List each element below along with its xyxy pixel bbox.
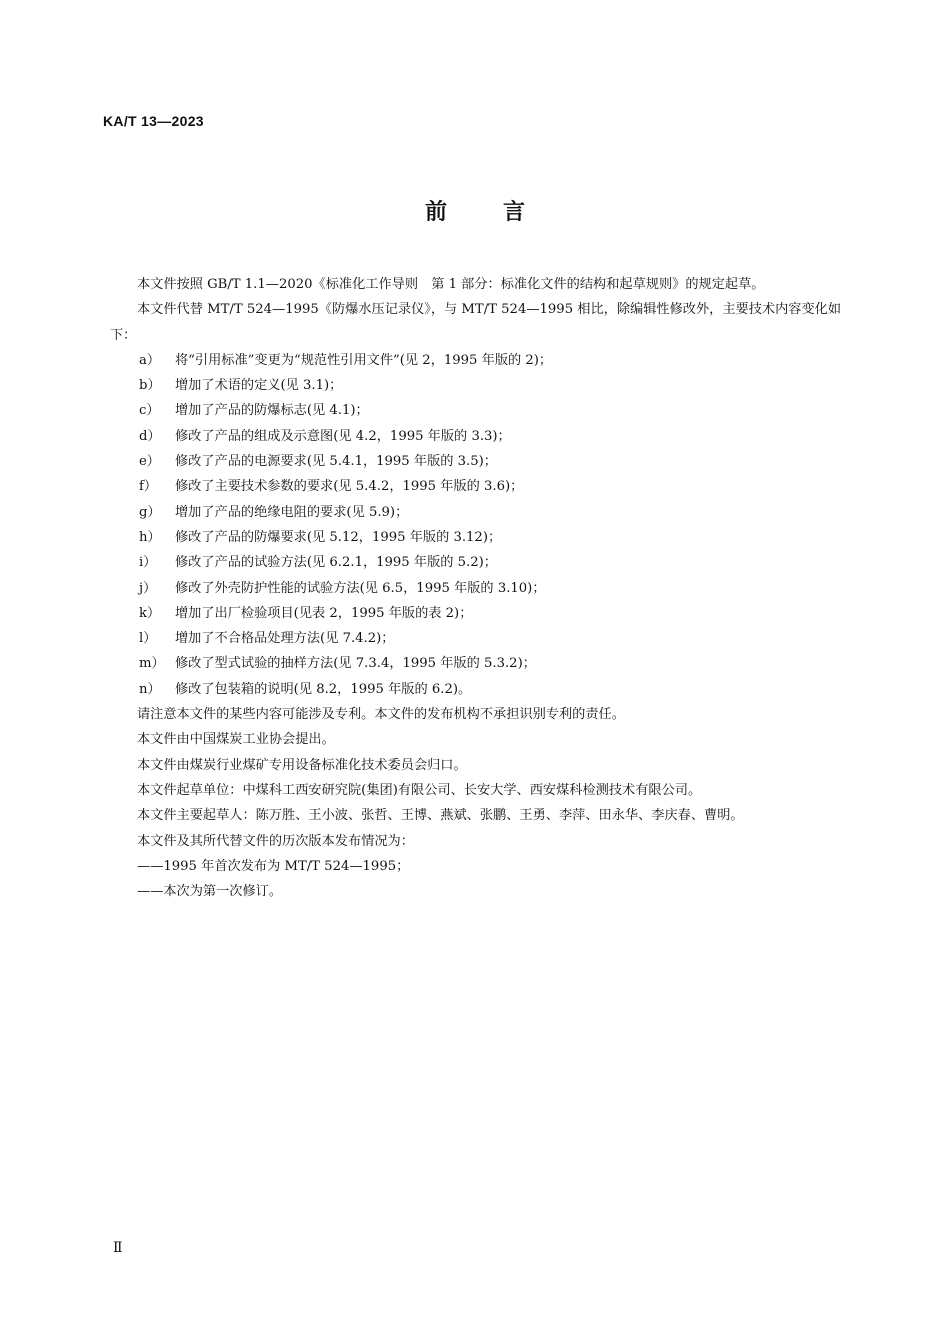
list-item [110, 601, 850, 626]
notes-section [110, 702, 850, 904]
history-item: ——本次为第一次修订。 [137, 884, 283, 900]
page-title: 前言 [424, 200, 581, 225]
history-intro: 本文件及其所代替文件的历次版本发布情况为： [137, 833, 414, 849]
list-item [110, 398, 850, 423]
intro-paragraph: 本文件代替 MT/T 524—1995《防爆水压记录仪》，与 MT/T 524—1995 相比，除编辑性修改外，主要技术内容变化如下： [110, 302, 842, 343]
list-item [110, 677, 850, 702]
list-item-text: 将“引用标准”变更为“规范性引用文件”(见 2，1995 年版的 2)； [175, 352, 553, 368]
list-item-text: 增加了不合格品处理方法(见 7.4.2)； [175, 631, 395, 647]
list-item [110, 525, 850, 550]
intro-paragraph: 本文件按照 GB/T 1.1—2020《标准化工作导则 第 1 部分：标准化文件的结构和起草规则》的规定起草。 [137, 277, 765, 292]
list-item-text: 修改了产品的组成及示意图(见 4.2，1995 年版的 3.3)； [175, 428, 511, 444]
document-code: KA/T 13—2023 [103, 113, 204, 129]
list-item-marker: k） [139, 605, 161, 621]
list-item-marker: a） [139, 352, 161, 368]
drafting-units-note: 本文件起草单位：中煤科工西安研究院(集团)有限公司、长安大学、西安煤科检测技术有限公司。 [137, 782, 702, 798]
document-body [110, 272, 850, 904]
list-item-marker: e） [139, 454, 160, 470]
list-item-text: 增加了出厂检验项目(见表 2，1995 年版的表 2)； [175, 605, 473, 621]
list-item-text: 修改了产品的防爆要求(见 5.12，1995 年版的 3.12)； [175, 529, 502, 545]
list-item-marker: h） [139, 529, 161, 545]
list-item [110, 348, 850, 373]
list-item-marker: l） [139, 631, 157, 647]
proposer-note: 本文件由中国煤炭工业协会提出。 [137, 732, 335, 748]
page-number: Ⅱ [113, 1240, 123, 1256]
list-item-text: 修改了产品的电源要求(见 5.4.1，1995 年版的 3.5)； [175, 454, 497, 470]
list-item-marker: i） [139, 555, 157, 571]
list-item-marker: b） [139, 378, 161, 394]
list-item-text: 增加了产品的防爆标志(见 4.1)； [175, 403, 369, 419]
list-item-text: 修改了主要技术参数的要求(见 5.4.2，1995 年版的 3.6)； [175, 479, 524, 495]
drafters-note: 本文件主要起草人：陈万胜、王小波、张哲、王博、燕斌、张鹏、王勇、李萍、田永华、李庆春、曹明。 [137, 808, 744, 824]
list-item [110, 449, 850, 474]
list-item [110, 424, 850, 449]
list-item-marker: m） [139, 656, 165, 672]
list-item-text: 增加了术语的定义(见 3.1)； [175, 378, 343, 394]
list-item-text: 增加了产品的绝缘电阻的要求(见 5.9)； [175, 504, 409, 520]
list-item-marker: d） [139, 428, 161, 444]
list-item [110, 550, 850, 575]
list-item-marker: c） [139, 403, 160, 419]
list-item [110, 626, 850, 651]
committee-note: 本文件由煤炭行业煤矿专用设备标准化技术委员会归口。 [137, 757, 467, 773]
list-item-text: 修改了包装箱的说明(见 8.2，1995 年版的 6.2)。 [175, 681, 472, 697]
list-item [110, 474, 850, 499]
patent-note: 请注意本文件的某些内容可能涉及专利。本文件的发布机构不承担识别专利的责任。 [137, 707, 625, 723]
list-item-text: 修改了外壳防护性能的试验方法(见 6.5，1995 年版的 3.10)； [175, 580, 546, 596]
list-item-marker: f） [139, 479, 158, 495]
changes-list [110, 348, 850, 702]
list-item [110, 373, 850, 398]
list-item-text: 修改了型式试验的抽样方法(见 7.3.4，1995 年版的 5.3.2)； [175, 656, 536, 672]
history-item: ——1995 年首次发布为 MT/T 524—1995； [137, 858, 410, 874]
list-item [110, 651, 850, 676]
list-item-text: 修改了产品的试验方法(见 6.2.1，1995 年版的 5.2)； [175, 555, 497, 571]
list-item [110, 500, 850, 525]
list-item-marker: g） [139, 504, 161, 520]
list-item-marker: j） [139, 580, 157, 596]
list-item [110, 576, 850, 601]
list-item-marker: n） [139, 681, 161, 697]
